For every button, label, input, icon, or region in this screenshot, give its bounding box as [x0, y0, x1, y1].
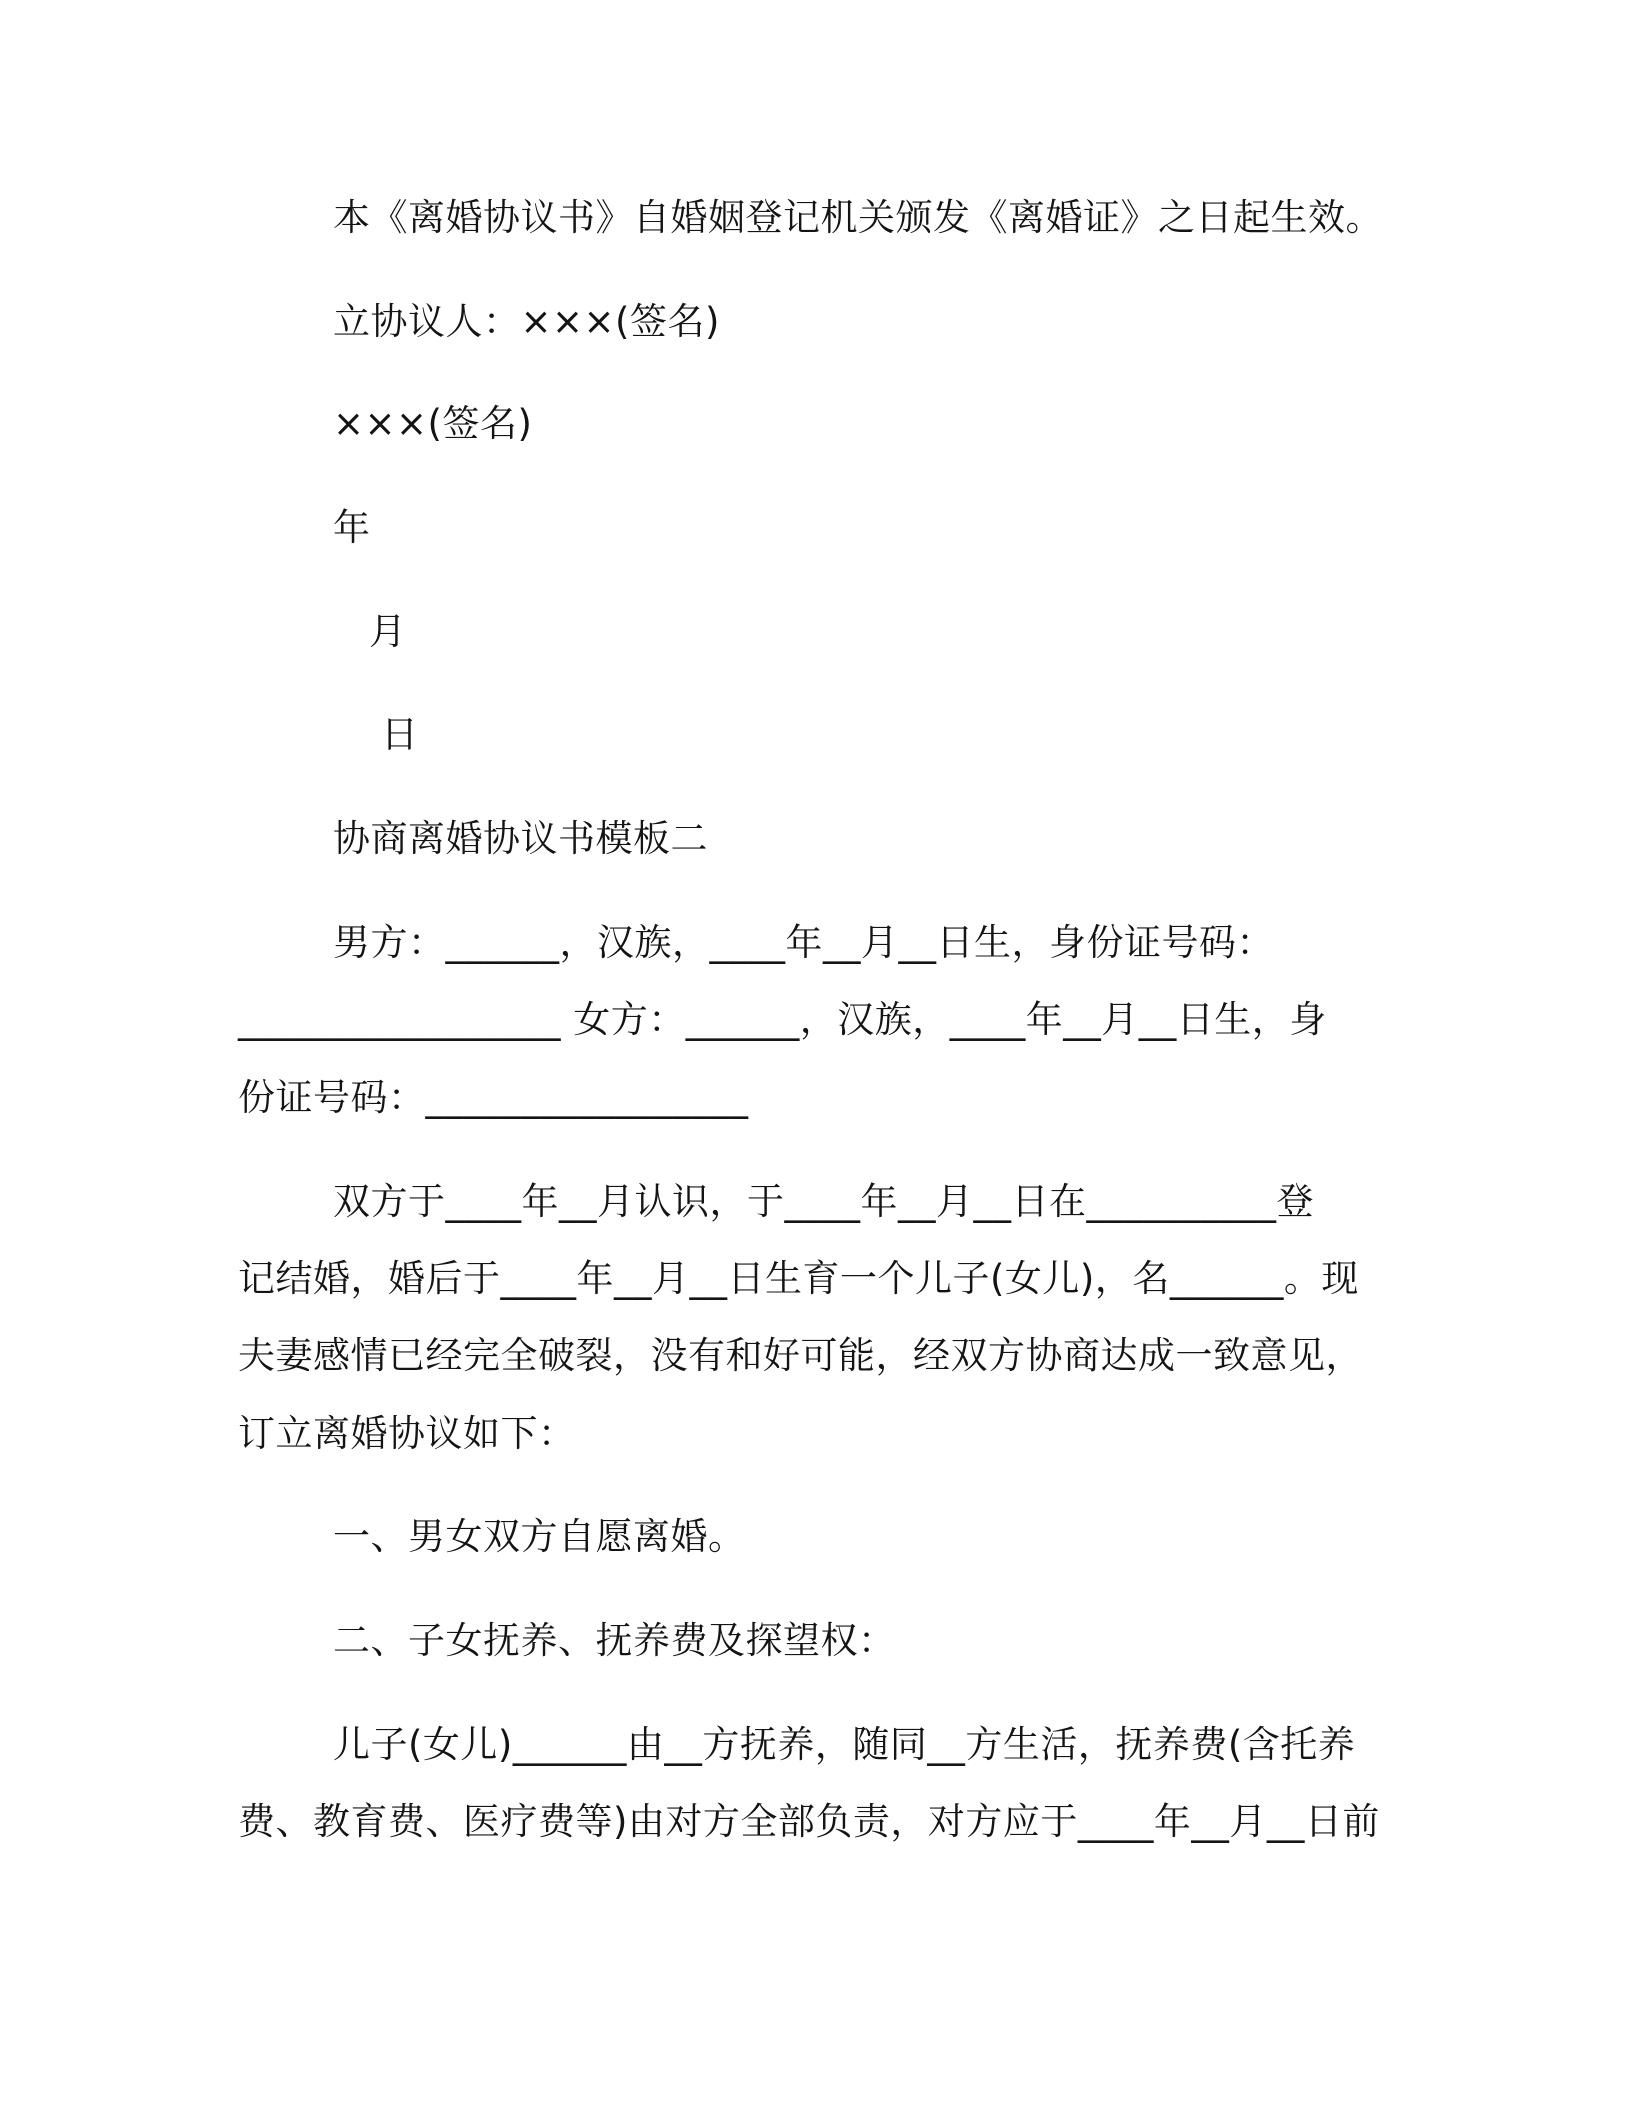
female-id-line: 份证号码：_________________ [238, 1076, 749, 1119]
background-para-line-2: 记结婚，婚后于____年__月__日生育一个儿子(女儿)，名______。现 [238, 1257, 1359, 1300]
background-para-line-4: 订立离婚协议如下： [238, 1412, 576, 1455]
template-two-heading: 协商离婚协议书模板二 [333, 817, 708, 860]
signatory-line: 立协议人：×××(签名) [333, 300, 720, 343]
second-signature-line: ×××(签名) [333, 402, 533, 445]
male-party-line: 男方：______，汉族，____年__月__日生，身份证号码： [333, 921, 1274, 964]
background-para-line-1: 双方于____年__月认识，于____年__月__日在__________登 [333, 1180, 1314, 1223]
effective-clause: 本《离婚协议书》自婚姻登记机关颁发《离婚证》之日起生效。 [333, 196, 1383, 239]
date-month: 月 [369, 610, 407, 653]
clause-two-heading: 二、子女抚养、抚养费及探望权： [333, 1619, 896, 1662]
background-para-line-3: 夫妻感情已经完全破裂，没有和好可能，经双方协商达成一致意见， [238, 1334, 1363, 1377]
custody-para-line-2: 费、教育费、医疗费等)由对方全部负责，对方应于____年__月__日前 [238, 1800, 1380, 1843]
female-party-line: _________________ 女方：______，汉族，____年__月__日生，身 [238, 998, 1327, 1041]
custody-para-line-1: 儿子(女儿)______由__方抚养，随同__方生活，抚养费(含托养 [333, 1723, 1356, 1766]
date-year: 年 [333, 506, 371, 549]
clause-one: 一、男女双方自愿离婚。 [333, 1515, 746, 1558]
date-day: 日 [381, 713, 419, 756]
